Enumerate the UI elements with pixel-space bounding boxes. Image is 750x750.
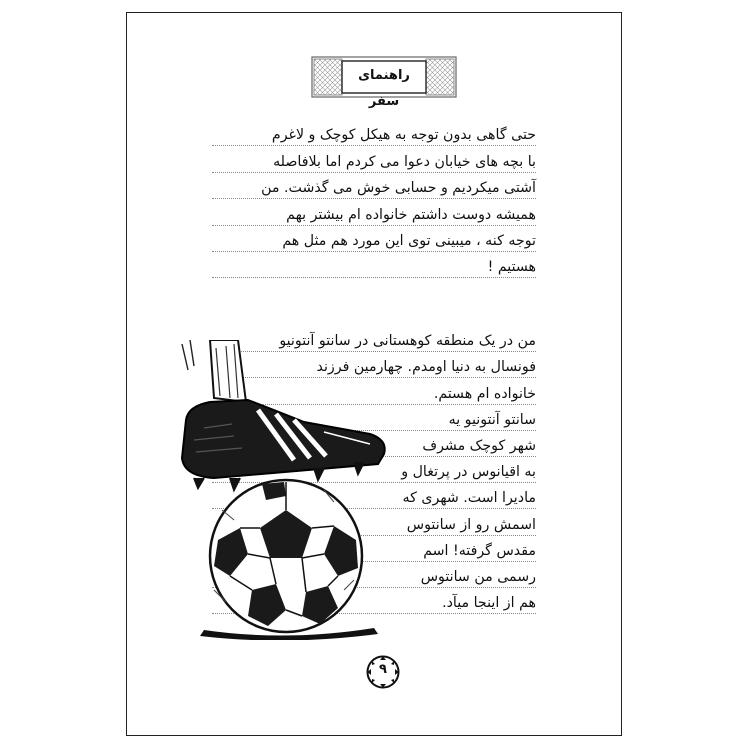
text-line: [212, 146, 536, 172]
text-line: [212, 226, 536, 252]
line-text: شهر کوچک مشرف: [422, 437, 536, 454]
line-text: فونسال به دنیا اومدم. چهارمین فرزند: [316, 359, 536, 376]
page-number-badge: [366, 655, 400, 689]
line-text: حتی گاهی بدون توجه به هیکل کوچک و لاغرم: [271, 127, 536, 144]
line-text: مقدس گرفته! اسم: [423, 542, 536, 559]
football-boot-on-ball-icon: [174, 340, 392, 640]
line-text: خانواده ام هستم.: [433, 385, 536, 402]
line-text: به اقیانوس در پرتغال و: [401, 464, 536, 481]
paragraph-1: [212, 120, 536, 278]
text-line: [212, 199, 536, 225]
line-text: با بچه های خیابان دعوا می کردم اما بلافاصله: [273, 153, 536, 170]
page-title: راهنمای سفر: [358, 68, 410, 109]
line-text: هم از اینجا میآد.: [442, 595, 536, 612]
line-text: من در یک منطقه کوهستانی در سانتو آنتونیو: [279, 333, 536, 350]
line-text: آشتی میکردیم و حسابی خوش می گذشت. من: [261, 180, 536, 197]
text-line: [212, 252, 536, 278]
line-text: رسمی من سانتوس: [420, 568, 536, 585]
line-text: هستیم !: [487, 259, 536, 276]
text-line: [212, 120, 536, 146]
line-text: همیشه دوست داشتم خانواده ام بیشتر بهم: [286, 206, 536, 223]
text-line: [212, 173, 536, 199]
line-text: مادیرا است. شهری که: [402, 490, 536, 507]
line-text: سانتو آنتونیو یه: [448, 411, 536, 428]
line-text: اسمش رو از سانتوس: [406, 516, 536, 533]
page-number: ۹: [379, 662, 387, 677]
header-banner: [310, 55, 458, 109]
line-text: توجه کنه ، میبینی توی این مورد هم مثل هم: [282, 232, 536, 249]
